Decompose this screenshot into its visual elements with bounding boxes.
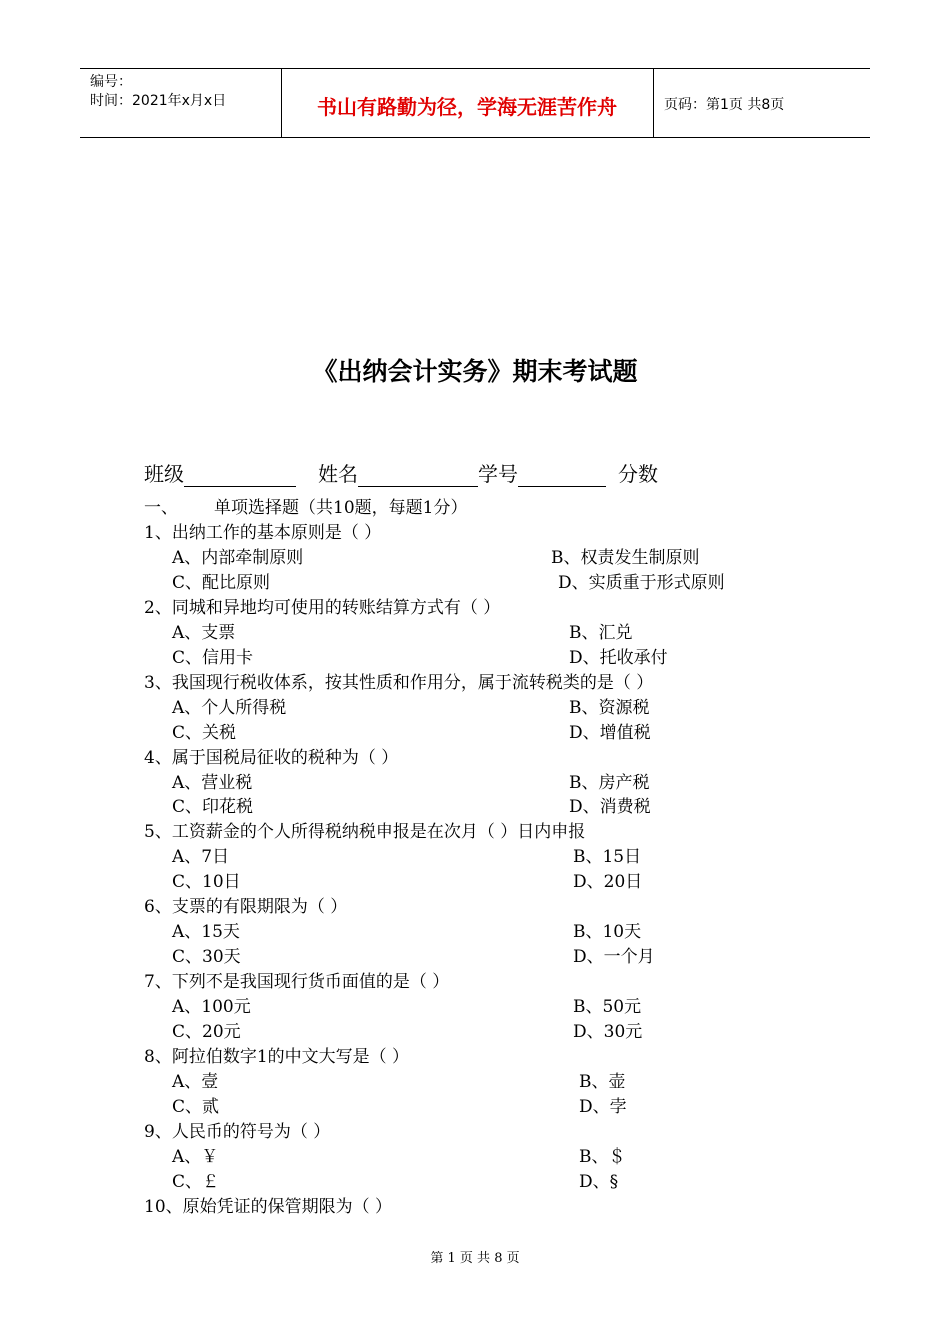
question-stem: 9、人民币的符号为（ ） bbox=[144, 1122, 331, 1142]
option-b: B、房产税 bbox=[569, 773, 650, 793]
option-c: C、关税 bbox=[172, 723, 237, 743]
option-a: A、100元 bbox=[172, 997, 251, 1017]
option-b: B、＄ bbox=[579, 1147, 626, 1167]
option-d: D、实质重于形式原则 bbox=[558, 573, 725, 593]
option-a: A、支票 bbox=[172, 623, 236, 643]
option-c: C、30天 bbox=[172, 947, 241, 967]
option-a: A、7日 bbox=[172, 847, 230, 867]
option-d: D、30元 bbox=[573, 1022, 643, 1042]
class-label: 班级 bbox=[144, 462, 184, 486]
option-d: D、孛 bbox=[579, 1097, 627, 1117]
score-label: 分数 bbox=[618, 462, 658, 486]
time-text: 时间：2021年x月x日 bbox=[90, 93, 227, 109]
option-a: A、壹 bbox=[172, 1072, 219, 1092]
number-label: 编号： bbox=[90, 74, 132, 90]
option-d: D、托收承付 bbox=[569, 648, 668, 668]
student-info-line bbox=[144, 458, 658, 487]
option-c: C、印花税 bbox=[172, 797, 254, 817]
page-header bbox=[80, 68, 870, 138]
question-stem: 5、工资薪金的个人所得税纳税申报是在次月（ ）日内申报 bbox=[144, 822, 586, 842]
section-number: 一、 bbox=[144, 498, 178, 518]
option-d: D、§ bbox=[579, 1172, 619, 1192]
header-motto-cell bbox=[281, 69, 654, 137]
option-c: C、贰 bbox=[172, 1097, 220, 1117]
section-heading bbox=[144, 498, 467, 518]
header-meta-cell bbox=[80, 69, 282, 137]
question-stem: 1、出纳工作的基本原则是（ ） bbox=[144, 523, 382, 543]
option-a: A、个人所得税 bbox=[172, 698, 287, 718]
question-stem: 4、属于国税局征收的税种为（ ） bbox=[144, 748, 399, 768]
page-footer: 第 1 页 共 8 页 bbox=[430, 1251, 520, 1266]
exam-title: 《出纳会计实务》期末考试题 bbox=[312, 357, 638, 386]
option-d: D、20日 bbox=[573, 872, 643, 892]
option-c: C、10日 bbox=[172, 872, 241, 892]
header-page-cell bbox=[654, 69, 870, 137]
option-d: D、消费税 bbox=[569, 797, 651, 817]
option-a: A、内部牵制原则 bbox=[172, 548, 304, 568]
option-b: B、汇兑 bbox=[569, 623, 633, 643]
option-b: B、资源税 bbox=[569, 698, 650, 718]
option-c: C、信用卡 bbox=[172, 648, 254, 668]
question-stem: 2、同城和异地均可使用的转账结算方式有（ ） bbox=[144, 598, 501, 618]
page-indicator: 页码：第1页 共8页 bbox=[664, 97, 785, 113]
question-stem: 8、阿拉伯数字1的中文大写是（ ） bbox=[144, 1047, 410, 1067]
option-b: B、权责发生制原则 bbox=[551, 548, 700, 568]
name-label: 姓名 bbox=[318, 462, 358, 486]
question-stem: 3、我国现行税收体系，按其性质和作用分，属于流转税类的是（ ） bbox=[144, 673, 654, 693]
name-blank bbox=[358, 464, 478, 487]
option-c: C、20元 bbox=[172, 1022, 241, 1042]
option-b: B、10天 bbox=[573, 922, 642, 942]
id-label: 学号 bbox=[478, 462, 518, 486]
id-blank bbox=[518, 464, 606, 487]
option-a: A、￥ bbox=[172, 1147, 219, 1167]
section-title: 单项选择题（共10题，每题1分） bbox=[214, 498, 468, 518]
option-d: D、增值税 bbox=[569, 723, 651, 743]
question-stem: 10、原始凭证的保管期限为（ ） bbox=[144, 1197, 393, 1217]
option-a: A、15天 bbox=[172, 922, 240, 942]
motto: 书山有路勤为径，学海无涯苦作舟 bbox=[317, 95, 617, 119]
option-d: D、一个月 bbox=[573, 947, 655, 967]
option-b: B、50元 bbox=[573, 997, 642, 1017]
question-stem: 6、支票的有限期限为（ ） bbox=[144, 897, 348, 917]
option-b: B、壶 bbox=[579, 1072, 626, 1092]
class-blank bbox=[184, 464, 296, 487]
option-b: B、15日 bbox=[573, 847, 642, 867]
option-a: A、营业税 bbox=[172, 773, 253, 793]
question-stem: 7、下列不是我国现行货币面值的是（ ） bbox=[144, 972, 450, 992]
option-c: C、￡ bbox=[172, 1172, 220, 1192]
option-c: C、配比原则 bbox=[172, 573, 271, 593]
